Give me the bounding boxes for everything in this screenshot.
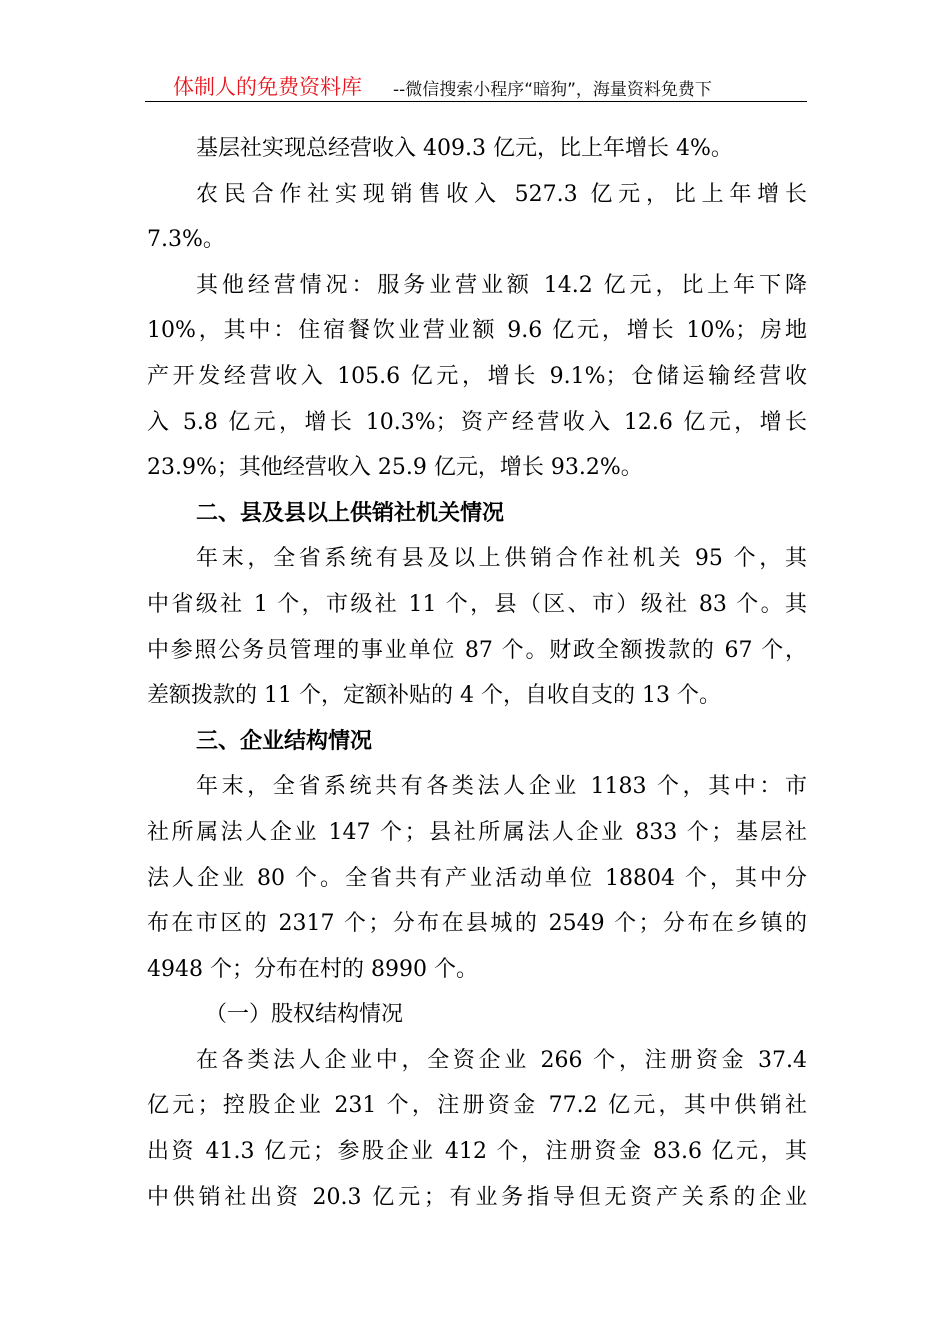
document-body: [147, 126, 807, 1220]
body-text-line: 差额拨款的 11 个，定额补贴的 4 个，自收自支的 13 个。: [147, 683, 721, 709]
body-text-line: 产开发经营收入 105.6 亿元，增长 9.1%；仓储运输经营收: [147, 363, 807, 389]
body-text-line: 其他经营情况：服务业营业额 14.2 亿元，比上年下降: [196, 272, 807, 298]
header-title: 体制人的免费资料库: [173, 75, 362, 99]
body-text-line: （一）股权结构情况: [205, 1002, 404, 1028]
body-text-line: 中供销社出资 20.3 亿元；有业务指导但无资产关系的企业: [147, 1184, 807, 1210]
body-text-line: 法人企业 80 个。全省共有产业活动单位 18804 个，其中分: [147, 865, 807, 891]
body-text-line: 布在市区的 2317 个；分布在县城的 2549 个；分布在乡镇的: [147, 911, 807, 937]
body-text-line: 7.3%。: [147, 227, 225, 253]
body-text-line: 4948 个；分布在村的 8990 个。: [147, 956, 478, 982]
body-text-line: 在各类法人企业中，全资企业 266 个，注册资金 37.4: [196, 1047, 807, 1073]
header-subtitle: --微信搜索小程序“暗狗”，海量资料免费下: [393, 80, 712, 100]
body-text-line: 10%，其中：住宿餐饮业营业额 9.6 亿元，增长 10%；房地: [147, 318, 807, 344]
body-text-line: 年末，全省系统共有各类法人企业 1183 个，其中：市: [196, 774, 807, 800]
body-text-line: 23.9%；其他经营收入 25.9 亿元，增长 93.2%。: [147, 455, 643, 481]
section-heading: 二、县及县以上供销社机关情况: [196, 499, 505, 526]
body-text-line: 亿元；控股企业 231 个，注册资金 77.2 亿元，其中供销社: [147, 1093, 807, 1119]
body-text-line: 出资 41.3 亿元；参股企业 412 个，注册资金 83.6 亿元，其: [147, 1139, 807, 1165]
body-text-line: 基层社实现总经营收入 409.3 亿元，比上年增长 4%。: [196, 136, 733, 161]
body-text-line: 农民合作社实现销售收入 527.3 亿元，比上年增长: [196, 181, 807, 207]
body-text-line: 入 5.8 亿元，增长 10.3%；资产经营收入 12.6 亿元，增长: [147, 409, 807, 435]
page-header: [145, 68, 805, 102]
section-heading: 三、企业结构情况: [196, 727, 373, 754]
body-text-line: 中参照公务员管理的事业单位 87 个。财政全额拨款的 67 个，: [147, 637, 807, 663]
body-text-line: 年末，全省系统有县及以上供销合作社机关 95 个，其: [196, 546, 807, 572]
body-text-line: 社所属法人企业 147 个；县社所属法人企业 833 个；基层社: [147, 819, 807, 845]
header-divider: [145, 101, 807, 102]
body-text-line: 中省级社 1 个，市级社 11 个，县（区、市）级社 83 个。其: [147, 591, 807, 617]
